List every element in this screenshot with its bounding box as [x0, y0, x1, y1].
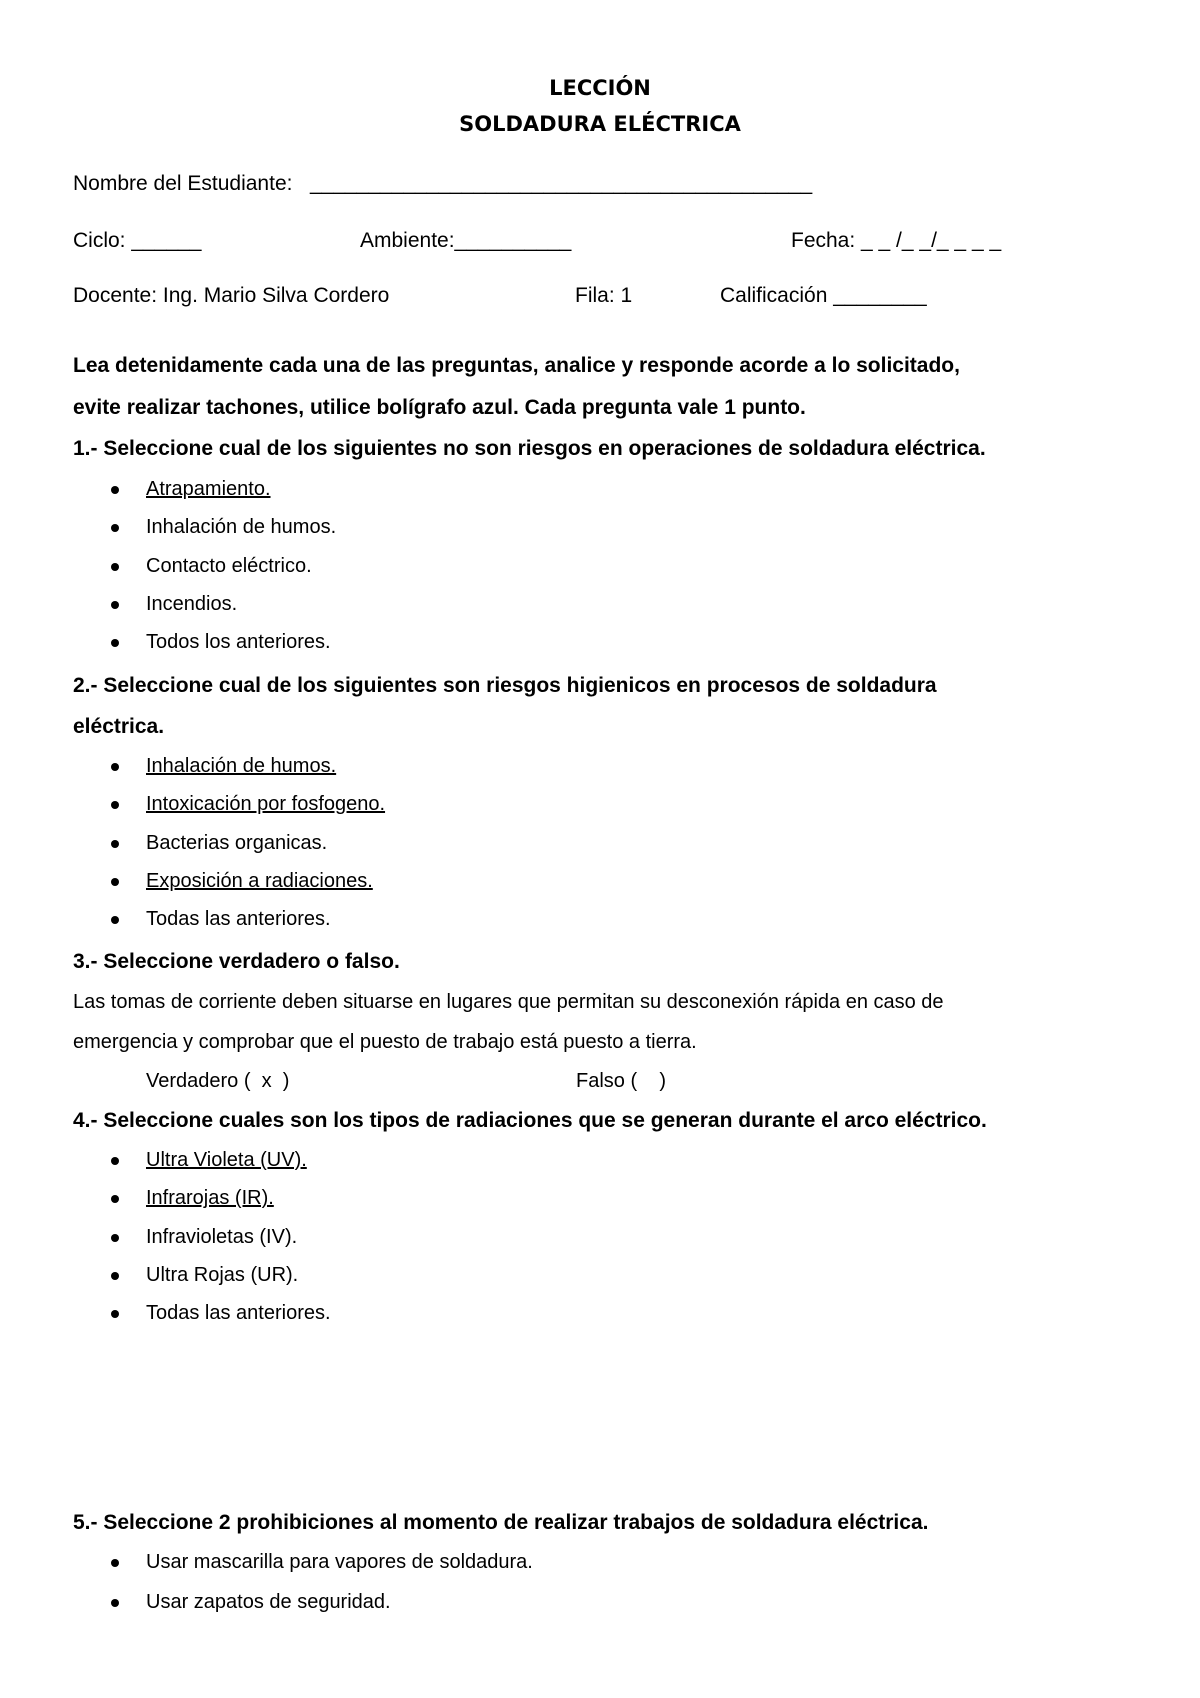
bullet-icon: [111, 916, 119, 924]
list-item: [73, 831, 385, 869]
question-5-options: [73, 1550, 533, 1628]
list-item: [73, 1148, 331, 1186]
list-item: [73, 1186, 331, 1224]
instructions-line-2: evite realizar tachones, utilice bolígrafo azul. Cada pregunta vale 1 punto.: [73, 396, 806, 419]
option-label: Inhalación de humos.: [146, 516, 337, 539]
question-2-line-1: 2.- Seleccione cual de los siguientes son riesgos higienicos en procesos de soldadura: [73, 674, 937, 697]
bullet-icon: [111, 840, 119, 848]
bullet-icon: [111, 763, 119, 771]
fila-field: Fila: 1: [575, 284, 633, 307]
option-label: Contacto eléctrico.: [146, 554, 312, 577]
fecha-field: Fecha: _ _ /_ _/_ _ _ _: [791, 229, 1002, 252]
calificacion-field: Calificación ________: [720, 284, 927, 307]
question-3: 3.- Seleccione verdadero o falso.: [73, 950, 400, 973]
list-item: [73, 592, 336, 630]
bullet-icon: [111, 639, 119, 647]
option-label: Ultra Rojas (UR).: [146, 1263, 299, 1286]
option-label: Todas las anteriores.: [146, 908, 331, 931]
option-label: Atrapamiento.: [146, 478, 271, 500]
ambiente-field: Ambiente:__________: [360, 229, 572, 252]
question-3-statement-line-1: Las tomas de corriente deben situarse en lugares que permitan su desconexión rápida en caso de: [73, 991, 944, 1013]
ciclo-field: Ciclo: ______: [73, 229, 202, 252]
list-item: [73, 1263, 331, 1301]
option-label: Usar mascarilla para vapores de soldadura.: [146, 1551, 533, 1573]
question-2-options: [73, 754, 385, 945]
bullet-icon: [111, 1195, 119, 1203]
option-label: Infravioletas (IV).: [146, 1225, 298, 1248]
option-label: Todos los anteriores.: [146, 631, 331, 654]
page-subtitle: SOLDADURA ELÉCTRICA: [459, 112, 741, 136]
option-label: Todas las anteriores.: [146, 1302, 331, 1325]
bullet-icon: [111, 1272, 119, 1280]
bullet-icon: [111, 1310, 119, 1318]
bullet-icon: [111, 1234, 119, 1242]
list-item: [73, 1550, 533, 1590]
option-label: Intoxicación por fosfogeno.: [146, 793, 386, 816]
page-title: LECCIÓN: [549, 76, 651, 100]
question-1: 1.- Seleccione cual de los siguientes no son riesgos en operaciones de soldadura eléctrica.: [73, 437, 986, 460]
option-label: Infrarojas (IR).: [146, 1187, 274, 1210]
option-label: Bacterias organicas.: [146, 831, 328, 854]
bullet-icon: [111, 524, 119, 532]
true-option: Verdadero ( x ): [146, 1070, 290, 1092]
list-item: [73, 792, 385, 830]
list-item: [73, 630, 336, 668]
question-2-line-2: eléctrica.: [73, 715, 165, 738]
list-item: [73, 869, 385, 907]
list-item: [73, 1225, 331, 1263]
false-option: Falso ( ): [576, 1070, 667, 1092]
question-4: 4.- Seleccione cuales son los tipos de radiaciones que se generan durante el arco eléctrico.: [73, 1109, 987, 1132]
option-label: Inhalación de humos.: [146, 755, 337, 777]
question-5: 5.- Seleccione 2 prohibiciones al momento de realizar trabajos de soldadura eléctrica.: [73, 1511, 929, 1534]
bullet-icon: [111, 801, 119, 809]
option-label: Incendios.: [146, 592, 238, 615]
question-1-options: [73, 477, 336, 668]
bullet-icon: [111, 563, 119, 571]
option-label: Exposición a radiaciones.: [146, 869, 373, 892]
bullet-icon: [111, 601, 119, 609]
bullet-icon: [111, 1157, 119, 1165]
bullet-icon: [111, 1559, 119, 1567]
list-item: [73, 1590, 533, 1628]
question-3-statement-line-2: emergencia y comprobar que el puesto de trabajo está puesto a tierra.: [73, 1031, 697, 1053]
list-item: [73, 477, 336, 515]
list-item: [73, 1301, 331, 1339]
docente-field: Docente: Ing. Mario Silva Cordero: [73, 284, 390, 307]
list-item: [73, 554, 336, 592]
option-label: Ultra Violeta (UV).: [146, 1149, 307, 1171]
student-name-field: Nombre del Estudiante: ___________________________________________: [73, 172, 813, 195]
question-4-options: [73, 1148, 331, 1339]
option-label: Usar zapatos de seguridad.: [146, 1591, 391, 1613]
instructions-line-1: Lea detenidamente cada una de las preguntas, analice y responde acorde a lo solicitado,: [73, 354, 960, 377]
list-item: [73, 515, 336, 553]
bullet-icon: [111, 486, 119, 494]
list-item: [73, 754, 385, 792]
list-item: [73, 907, 385, 945]
bullet-icon: [111, 878, 119, 886]
bullet-icon: [111, 1599, 119, 1607]
